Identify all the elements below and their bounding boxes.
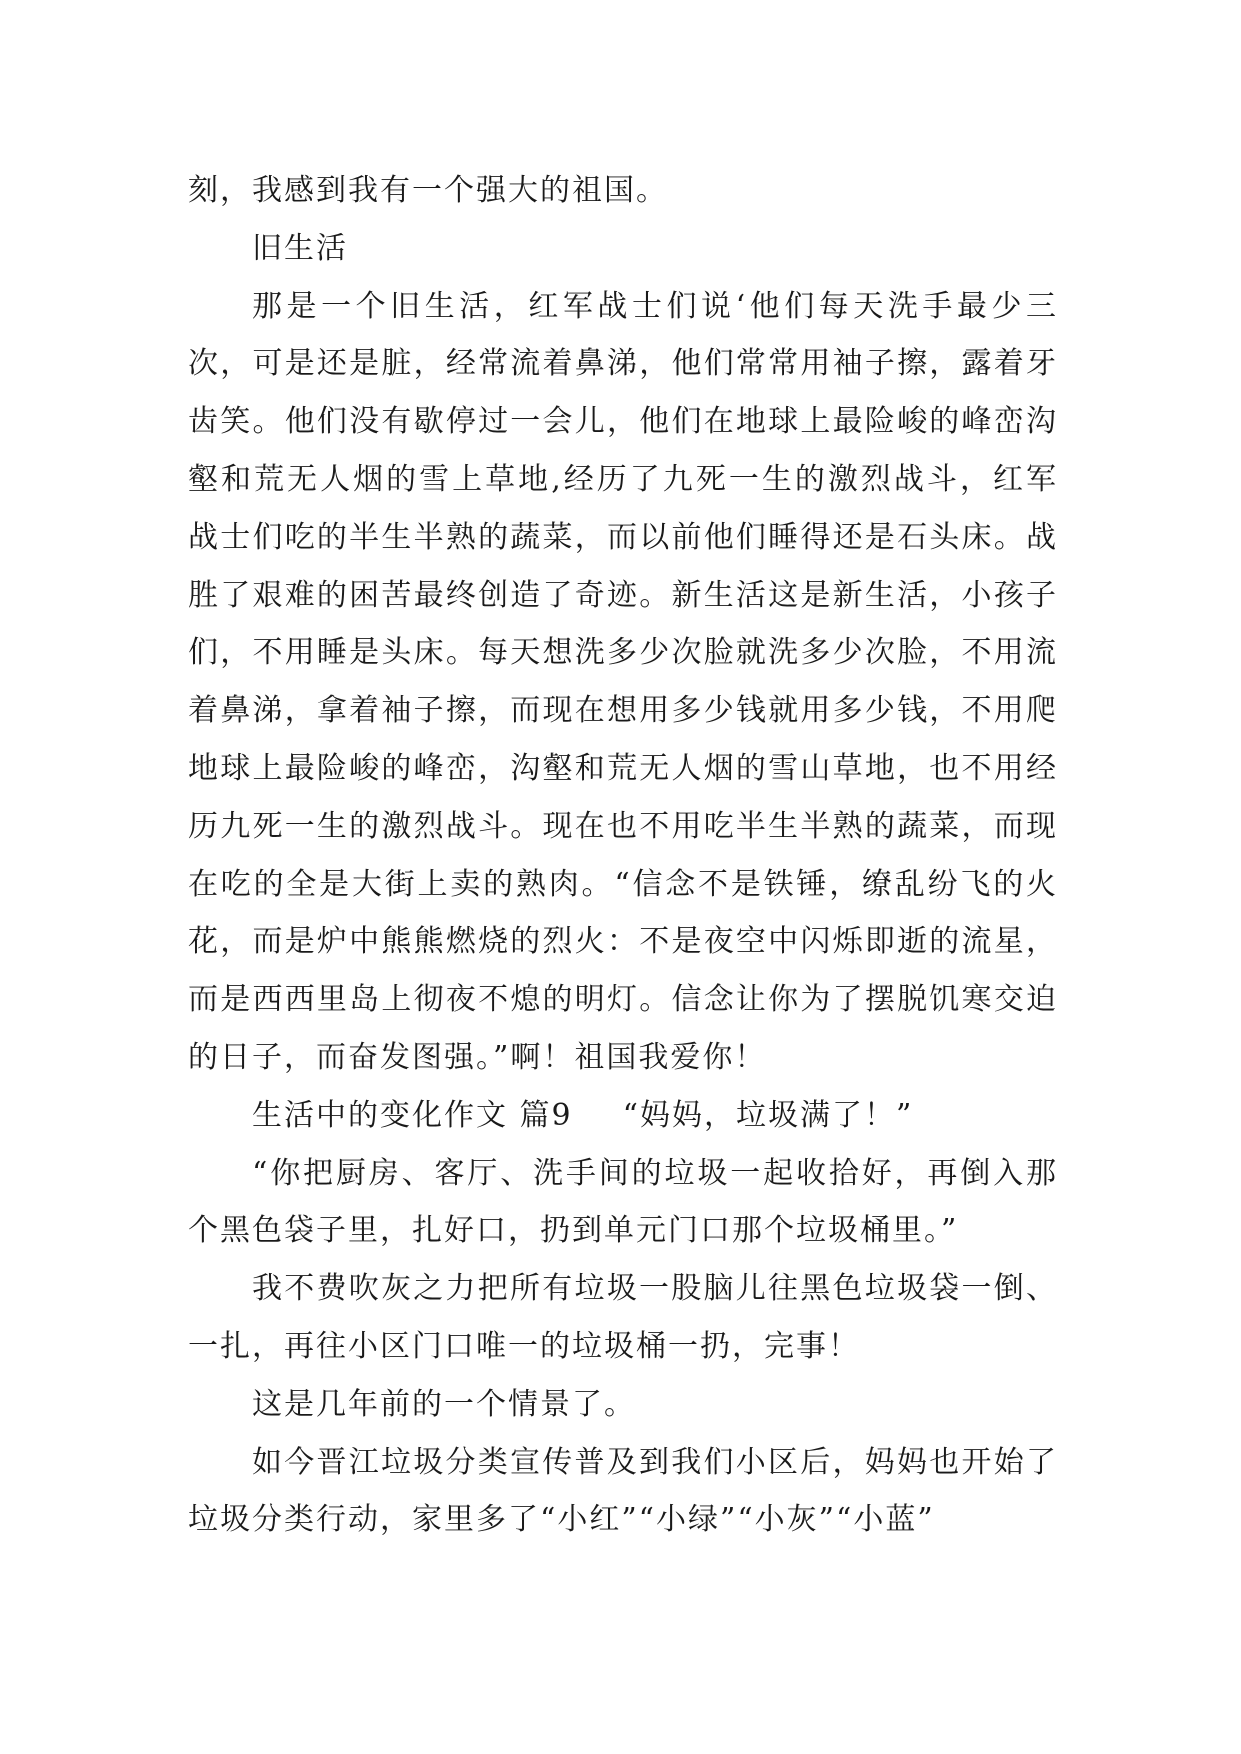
paragraph [188, 1087, 1058, 1145]
paragraph: 如今晋江垃圾分类宣传普及到我们小区后，妈妈也开始了垃圾分类行动，家里多了“小红”“小绿”“小灰”“小蓝” [188, 1444, 1058, 1538]
paragraph: 刻，我感到我有一个强大的祖国。 [188, 173, 668, 208]
paragraph: 这是几年前的一个情景了。 [252, 1386, 636, 1422]
document-body [188, 162, 1058, 1549]
section-heading-old-life: 旧生活 [252, 230, 348, 266]
paragraph: 我不费吹灰之力把所有垃圾一股脑儿往黑色垃圾袋一倒、一扎，再往小区门口唯一的垃圾桶一扔，完事！ [188, 1271, 1058, 1364]
paragraph: 那是一个旧生活，红军战士们说‘他们每天洗手最少三次，可是还是脏，经常流着鼻涕，他们常常用袖子擦，露着牙齿笑。他们没有歇停过一会儿，他们在地球上最险峻的峰峦沟壑和荒无人烟的雪上草地,经历了九死一生的激烈战斗，红军战士们吃的半生半熟的蔬菜，而以前他们睡得还是石头床。战胜了艰难的困苦最终创造了奇迹。新生活这是新生活，小孩子们，不用睡是头床。每天想洗多少次脸就洗多少次脸，不用流着鼻涕，拿着袖子擦，而现在想用多少钱就用多少钱，不用爬地球上最险峻的峰峦，沟壑和荒无人烟的雪山草地，也不用经历九死一生的激烈战斗。现在也不用吃半生半熟的蔬菜，而现在吃的全是大街上卖的熟肉。“信念不是铁锤，缭乱纷飞的火花，而是炉中熊熊燃烧的烈火：不是夜空中闪烁即逝的流星，而是西西里岛上彻夜不熄的明灯。信念让你为了摆脱饥寒交迫的日子，而奋发图强。”啊！祖国我爱你！ [188, 288, 1058, 1075]
paragraph: “你把厨房、客厅、洗手间的垃圾一起收拾好，再倒入那个黑色袋子里，扎好口，扔到单元门口那个垃圾桶里。” [188, 1155, 1058, 1249]
dialogue-line: “妈妈，垃圾满了！” [622, 1097, 914, 1133]
essay-heading: 生活中的变化作文 篇9 [252, 1097, 573, 1133]
